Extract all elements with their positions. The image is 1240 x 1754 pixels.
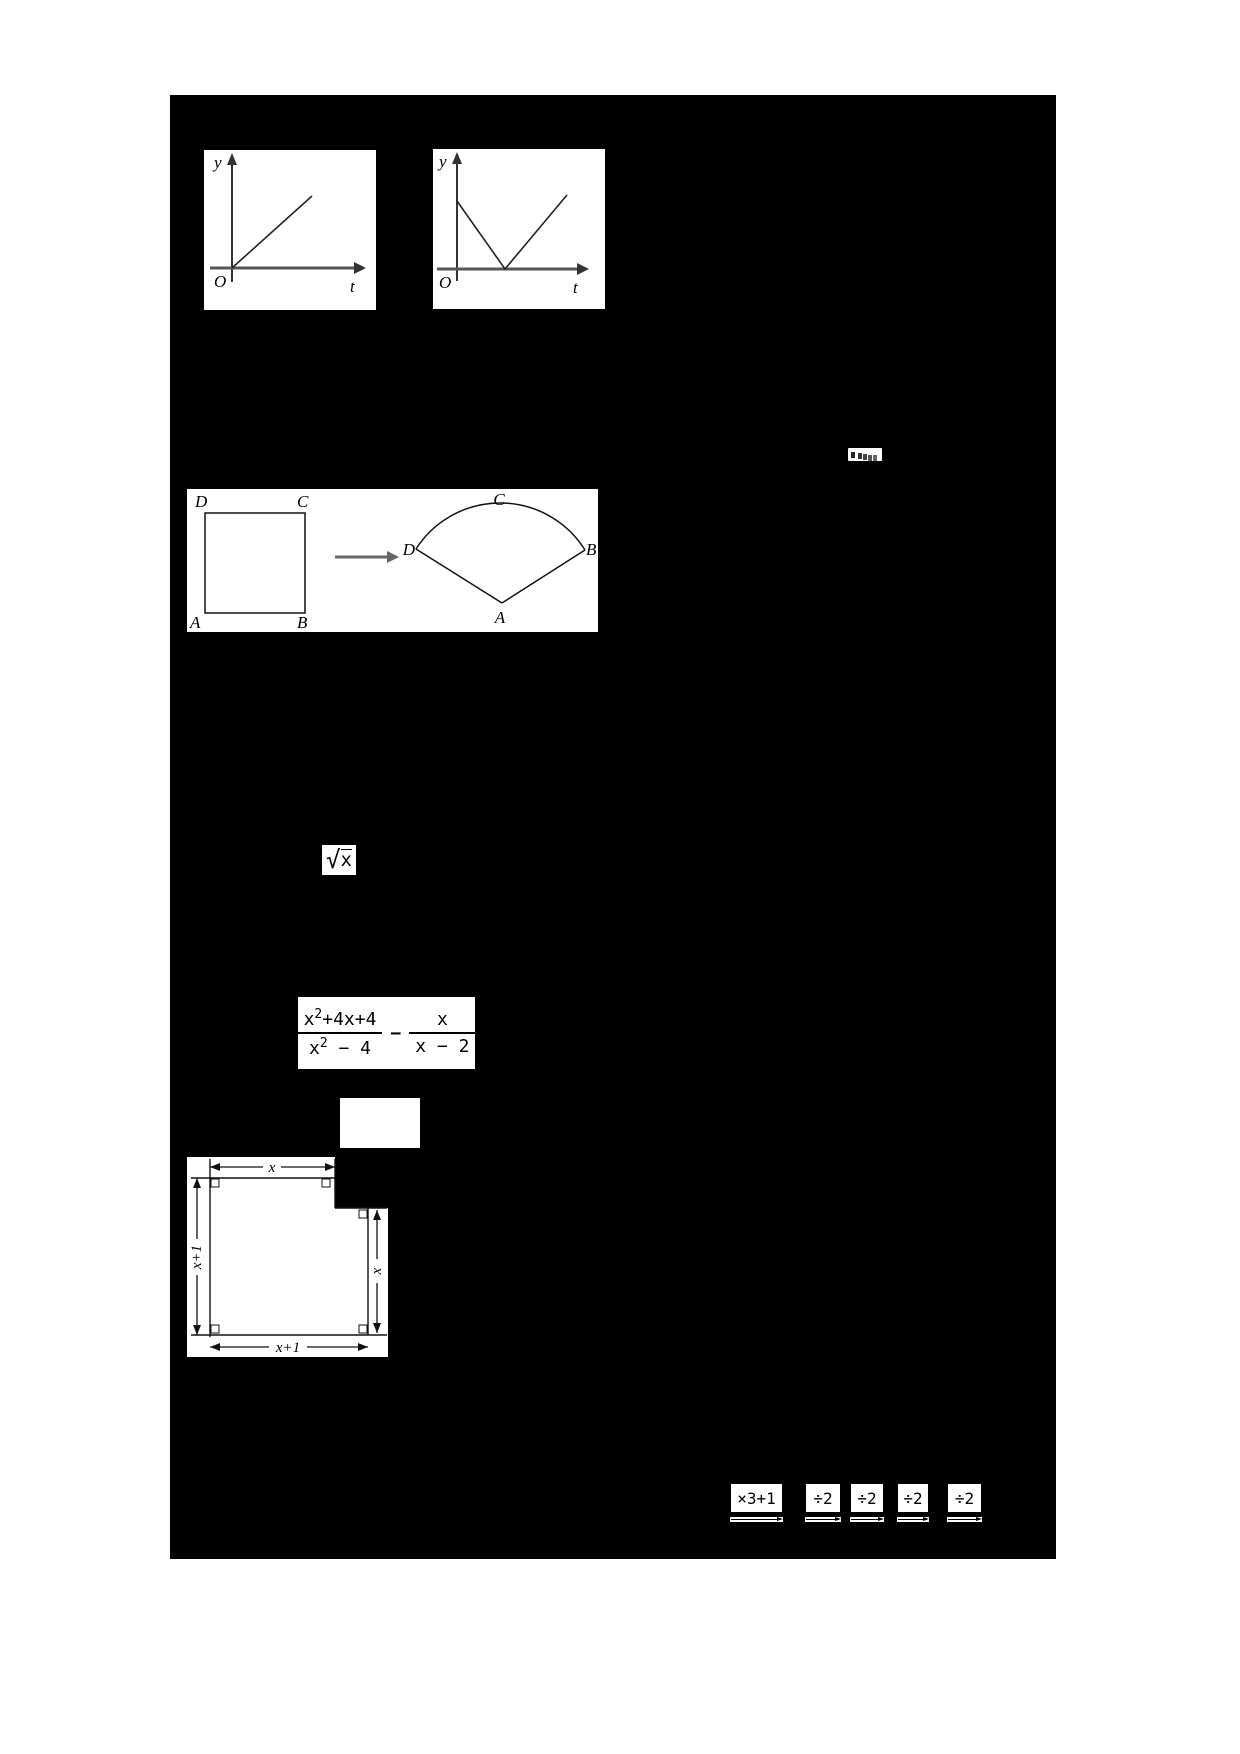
f1-den-rest: − 4 xyxy=(327,1038,371,1059)
flow-arrow-5-icon xyxy=(947,1517,982,1522)
notched-square-panel xyxy=(187,1157,388,1357)
graph2-figure xyxy=(433,149,605,309)
f1-num-rest: +4x+4 xyxy=(322,1009,377,1030)
graph1-origin-label: O xyxy=(214,272,227,291)
dim-label-bottom: x+1 xyxy=(275,1340,301,1356)
graph2-panel xyxy=(433,149,605,309)
f1-num-x: x xyxy=(303,1009,315,1030)
dim-label-top: x xyxy=(268,1160,276,1176)
sector-arc xyxy=(416,503,585,550)
graph2-t-arrow-icon xyxy=(577,263,589,275)
fraction-2 xyxy=(409,1009,475,1057)
radical-sign: √ xyxy=(326,846,341,874)
flow-arrow-4-icon xyxy=(897,1517,929,1522)
graph2-origin-label: O xyxy=(439,273,452,292)
flow-arrow-2-icon xyxy=(805,1517,841,1522)
fraction-1-denominator xyxy=(298,1032,383,1059)
fraction-2-numerator: x xyxy=(436,1009,448,1030)
flow-box-times3plus1: ×3+1 xyxy=(730,1483,783,1513)
sector-label-b: B xyxy=(586,540,597,559)
square-label-c: C xyxy=(297,492,309,511)
sqrt-x-formula xyxy=(322,845,356,875)
flow-box-div2-3: ÷2 xyxy=(897,1483,929,1513)
black-page-region xyxy=(170,95,1056,1559)
sector-label-c: C xyxy=(493,490,505,509)
graph2-y-label: y xyxy=(439,152,447,171)
sector-label-d: D xyxy=(402,540,415,559)
flow-box-div2-4: ÷2 xyxy=(947,1483,982,1513)
square-label-b: B xyxy=(297,613,308,632)
square-label-d: D xyxy=(195,492,208,511)
graph2-t-label: t xyxy=(573,278,578,297)
graph2-y-arrow-icon xyxy=(452,152,462,164)
watermark-artifact xyxy=(848,448,882,461)
graph1-curve xyxy=(232,196,312,268)
square-to-sector-figure xyxy=(187,489,598,632)
rational-expression-formula xyxy=(298,997,475,1069)
f1-den-exp: 2 xyxy=(319,1036,328,1051)
flow-arrow-3-icon xyxy=(850,1517,884,1522)
graph1-figure xyxy=(204,150,376,310)
dim-label-right: x xyxy=(369,1267,385,1275)
graph1-y-label: y xyxy=(214,153,222,172)
transform-arrow-head-icon xyxy=(387,551,399,563)
flow-box-div2-2: ÷2 xyxy=(850,1483,884,1513)
fraction-1 xyxy=(298,1007,383,1059)
square-abcd xyxy=(205,513,305,613)
notched-square-figure xyxy=(187,1157,388,1357)
sector-label-a: A xyxy=(494,608,506,627)
minus-operator: − xyxy=(390,1022,402,1044)
square-label-a: A xyxy=(190,613,201,632)
dim-label-left: x+1 xyxy=(189,1244,205,1270)
notch-cutout xyxy=(335,1157,388,1208)
flow-box-div2-1: ÷2 xyxy=(805,1483,841,1513)
dim-label-left-group xyxy=(189,1245,205,1270)
graph1-y-arrow-icon xyxy=(227,153,237,165)
sector-radii xyxy=(416,549,585,603)
radicand: x xyxy=(340,849,352,872)
flow-arrow-1-icon xyxy=(730,1517,783,1522)
fraction-2-denominator: x − 2 xyxy=(409,1032,475,1057)
f1-den-x: x xyxy=(308,1038,320,1059)
blank-white-block xyxy=(340,1098,420,1148)
square-to-sector-panel xyxy=(187,489,598,632)
graph1-t-arrow-icon xyxy=(354,262,366,274)
fraction-1-numerator xyxy=(298,1007,383,1032)
graph2-curve xyxy=(457,195,567,269)
f1-num-exp: 2 xyxy=(314,1007,323,1022)
dim-label-right-group xyxy=(369,1267,385,1275)
graph1-t-label: t xyxy=(350,277,355,296)
graph1-panel xyxy=(204,150,376,310)
